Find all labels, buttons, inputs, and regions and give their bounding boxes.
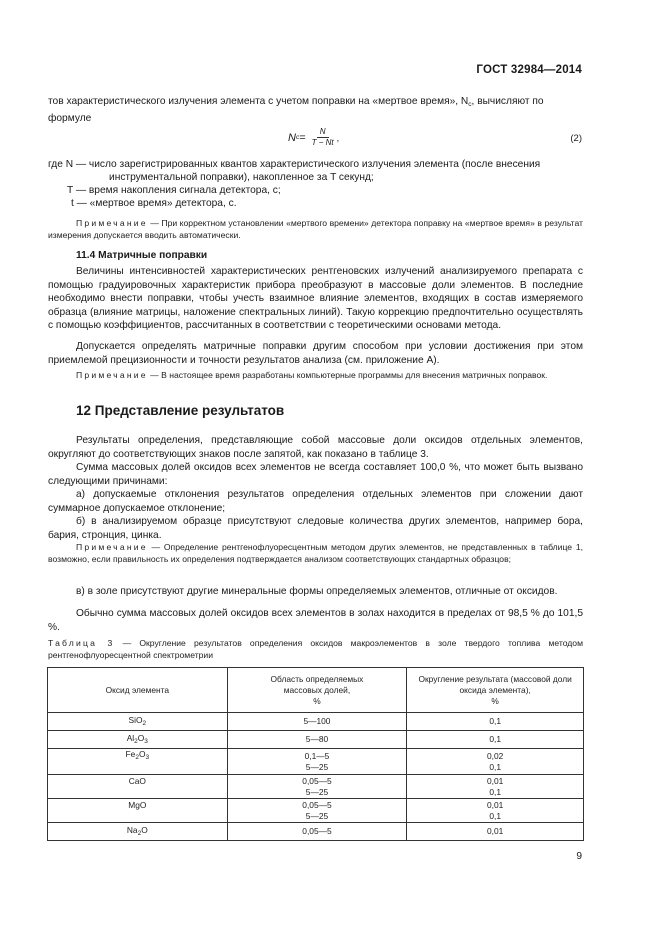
range-cell: 0,05—5 5—25 — [227, 799, 407, 823]
where-line-2: инструментальной поправки), накопленное за T секунд; — [109, 172, 374, 183]
note-2: Примечание — В настоящее время разработаны компьютерные программы для внесения матричных поправок. — [76, 370, 548, 380]
oxide-cell: $Na_2O$ — [48, 823, 228, 841]
table-row — [48, 713, 584, 731]
table-row — [48, 731, 584, 749]
section-12-para-1: Результаты определения, представляющие собой массовые доли оксидов отдельных элементов, округляют до соответствующих знаков после запятой, как показано в таблице 3. — [48, 435, 583, 460]
note-1: Примечание — При корректном установлении «мертвого времени» детектора поправку на «мертвое время» в результат измерения допускается вводить автоматически. — [48, 218, 583, 240]
where-line-1: где N — число зарегистрированных квантов характеристического излучения элемента (после внесения — [48, 159, 541, 170]
range-cell: 0,05—5 5—25 — [227, 775, 407, 799]
oxide-cell: MgO — [48, 799, 228, 823]
section-12-item-v: в) в золе присутствуют другие минеральные формы определяемых элементов, отличные от оксидов. — [76, 586, 558, 597]
intro-text: тов характеристического излучения элемента с учетом поправки на «мертвое время», $N_c$, вычисляют по формуле — [48, 96, 544, 124]
range-cell: 0,05—5 — [227, 823, 407, 841]
where-line-3: T — время накопления сигнала детектора, с; — [67, 185, 281, 196]
range-cell: 0,1—5 5—25 — [227, 749, 407, 775]
rounding-cell: 0,02 0,1 — [407, 749, 584, 775]
section-12-para-2: Сумма массовых долей оксидов всех элементов не всегда составляет 100,0 %, что может быть вызвано следующими причинами: — [48, 462, 583, 487]
rounding-cell: 0,01 0,1 — [407, 775, 584, 799]
document-id: ГОСТ 32984—2014 — [476, 64, 582, 76]
table-row — [48, 749, 584, 775]
rounding-cell: 0,01 0,1 — [407, 799, 584, 823]
header-rounding: Округление результата (массовой доли оксида элемента), % — [407, 668, 584, 713]
table-row — [48, 799, 584, 823]
rounding-cell: 0,1 — [407, 713, 584, 731]
rounding-cell: 0,01 — [407, 823, 584, 841]
section-12-item-a: а) допускаемые отклонения результатов определения отдельных элементов при сложении дают суммарное допускаемое отклонение; — [48, 489, 583, 514]
page-number: 9 — [576, 851, 582, 862]
rounding-cell: 0,1 — [407, 731, 584, 749]
section-11-4-para-2: Допускается определять матричные поправки другим способом при условии достижения при этом приемлемой прецизионности и точности результатов анализа (см. приложение А). — [48, 341, 583, 366]
range-cell: 5—80 — [227, 731, 407, 749]
section-12-title: 12 Представление результатов — [76, 403, 285, 418]
section-11-4-para-1: Величины интенсивностей характеристических рентгеновских излучений анализируемого препарата с помощью градуировочных характеристик прибора преобразуют в массовые доли элементов. В последние необходимо внести поправки, чтобы учесть взаимное влияние элементов, входящих в состав измеряемого образца (влияние матрицы, наложение спектральных линий). Такую коррекцию предпочтительно осуществлять с помощью коэффициентов, рассчитанных в соответствии с теоретическими основами метода. — [48, 266, 583, 332]
section-12-item-b: б) в анализируемом образце присутствуют следовые количества других элементов, например бора, бария, стронция, цинка. — [48, 516, 583, 541]
table-row — [48, 775, 584, 799]
formula-2: N c = $\frac{N}{T - Nt}$ , — [288, 127, 340, 147]
table-3-caption: Таблица 3 — Округление результатов определения оксидов макроэлементов в золе твердого топлива методом рентгенофлуоресцентной спектрометрии — [48, 638, 583, 660]
table-row — [48, 823, 584, 841]
header-range: Область определяемых массовых долей, % — [227, 668, 407, 713]
oxide-cell: $Al_2O_3$ — [48, 731, 228, 749]
range-cell: 5—100 — [227, 713, 407, 731]
oxide-cell: SiO$_2$ — [48, 713, 228, 731]
header-oxide: Оксид элемента — [48, 668, 228, 713]
section-11-4-title: 11.4 Матричные поправки — [76, 250, 208, 261]
section-12-para-3: Обычно сумма массовых долей оксидов всех элементов в золах находится в пределах от 98,5 % до 101,5 %. — [48, 608, 583, 633]
oxide-cell: CaO — [48, 775, 228, 799]
oxide-cell: $Fe_2O_3$ — [48, 749, 228, 775]
equation-number: (2) — [570, 133, 582, 144]
note-3: Примечание — Определение рентгенофлуоресцентным методом других элементов, не представленных в таблице 1, возможно, если правильность их определения подтверждается анализом соответствующих стандартных образцов; — [48, 542, 583, 564]
table-3 — [47, 667, 584, 841]
where-line-4: t — «мертвое время» детектора, с. — [71, 198, 237, 209]
fraction: $\frac{N}{T - Nt}$ — [311, 127, 334, 147]
